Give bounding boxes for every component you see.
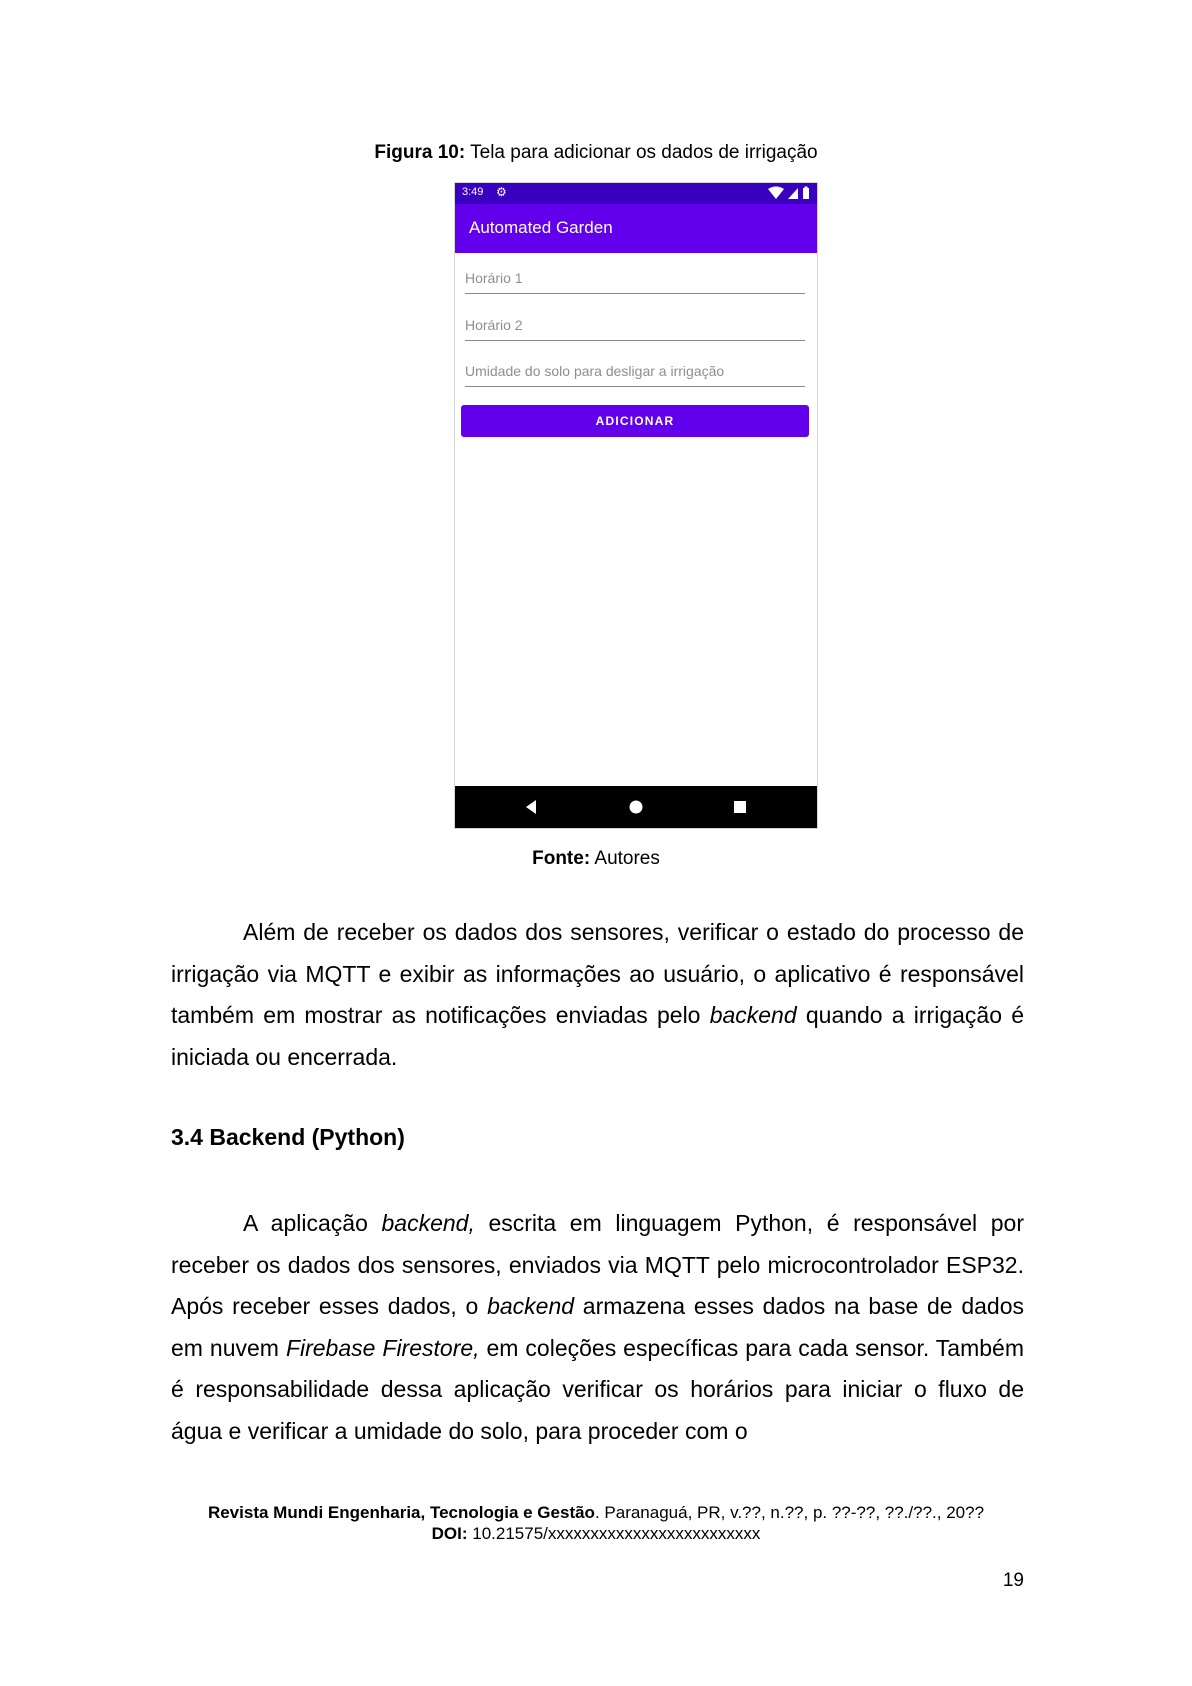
add-button[interactable]: ADICIONAR <box>461 405 809 437</box>
source-value: Autores <box>594 848 660 869</box>
journal-name: Revista Mundi Engenharia, Tecnologia e Gestão <box>207 1503 595 1522</box>
soil-humidity-field[interactable] <box>465 356 805 387</box>
paragraph-2-text-b: escrita em linguagem Python, é responsável por receber os dados dos sensores, enviados via MQTT pelo microcontrolador ESP32. Após receber esses dados, o <box>171 1210 1024 1320</box>
wifi-icon <box>768 187 784 200</box>
section-heading: 3.4 Backend (Python) <box>171 1124 405 1150</box>
doi-value: 10.21575/xxxxxxxxxxxxxxxxxxxxxxxxx <box>467 1524 761 1543</box>
horario-2-field[interactable] <box>465 310 805 341</box>
paragraph-1-italic-a: backend <box>709 1002 797 1029</box>
figure-caption-text: Tela para adicionar os dados de irrigação <box>470 142 818 163</box>
app-bar <box>455 204 817 253</box>
figure-caption <box>0 142 1192 164</box>
nav-recents-icon[interactable] <box>732 799 748 815</box>
nav-back-icon[interactable] <box>523 799 539 815</box>
figure-label: Figura 10: <box>374 142 466 163</box>
paragraph-2-text-a: A aplicação <box>243 1210 382 1236</box>
soil-humidity-input[interactable] <box>465 356 805 386</box>
paragraph-2-text-c: armazena esses dados na base de dados em nuvem <box>171 1293 1024 1361</box>
journal-details: . Paranaguá, PR, v.??, n.??, p. ??-??, ??./??., 20?? <box>594 1503 985 1522</box>
journal-citation <box>0 1502 1192 1523</box>
phone-screenshot <box>454 182 818 829</box>
paragraph-1-text-b: quando a irrigação é iniciada ou encerrada. <box>171 1002 1024 1070</box>
doi-line <box>0 1523 1192 1544</box>
settings-gear-icon: ⚙ <box>496 185 507 199</box>
cell-signal-icon <box>788 188 798 199</box>
paragraph-2 <box>171 1203 1024 1453</box>
paragraph-1 <box>171 912 1024 1078</box>
source-label: Fonte: <box>532 848 591 869</box>
horario-2-input[interactable] <box>465 310 805 340</box>
paragraph-2-italic-b: backend <box>487 1293 575 1320</box>
status-bar <box>455 183 817 204</box>
journal-footer <box>0 1502 1192 1544</box>
paragraph-1-text-a: Além de receber os dados dos sensores, verificar o estado do processo de irrigação via MQTT e exibir as informações ao usuário, o aplicativo é responsável também em mostrar as notificações enviadas pelo <box>171 919 1024 1029</box>
horario-1-field[interactable] <box>465 263 805 294</box>
app-title: Automated Garden <box>469 218 613 237</box>
paragraph-2-text-d: em coleções específicas para cada sensor. Também é responsabilidade dessa aplicação verificar os horários para iniciar o fluxo de água e verificar a umidade do solo, para proceder com o <box>171 1334 1024 1444</box>
nav-bar <box>455 786 817 828</box>
horario-1-input[interactable] <box>465 263 805 293</box>
status-time: 3:49 <box>462 186 484 198</box>
page-number: 19 <box>1002 1570 1024 1591</box>
battery-icon <box>803 188 809 199</box>
paragraph-2-italic-a: backend, <box>381 1210 475 1236</box>
doi-label: DOI: <box>431 1524 468 1543</box>
nav-home-icon[interactable] <box>628 799 644 815</box>
figure-source <box>0 848 1192 870</box>
status-icons <box>766 186 812 200</box>
paragraph-2-italic-c: Firebase Firestore, <box>285 1334 480 1361</box>
